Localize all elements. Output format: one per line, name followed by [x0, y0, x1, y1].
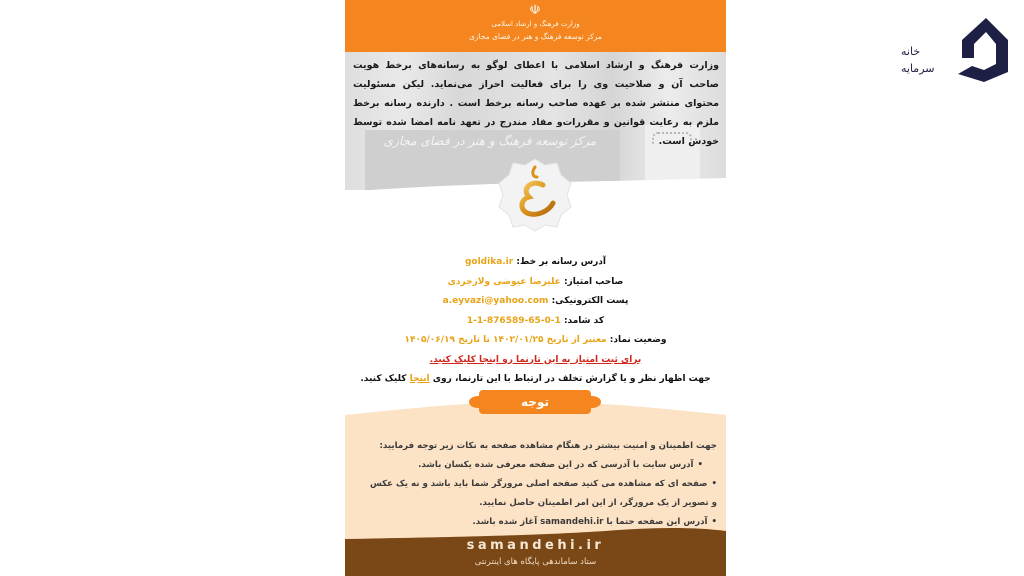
notice-content [355, 437, 717, 532]
brand-name-line1: خانه [901, 45, 921, 58]
notice-item-text: و تصویر از یک مرورگر، از این امر اطمینان حاصل نمایید. [479, 498, 717, 508]
photo-banner-text: مرکز توسعه فرهنگ و هنر در فضای مجازی [383, 134, 597, 148]
status-label: وضعیت نماد: [609, 335, 667, 345]
address-label: آدرس رسانه بر خط: [516, 257, 607, 267]
info-code [345, 312, 726, 332]
certificate-info [345, 253, 726, 390]
email-label: پست الکترونیکی: [551, 296, 629, 306]
bullet-icon: • [711, 479, 717, 489]
footer-domain-link[interactable]: samandehi.ir [466, 538, 605, 553]
notice-item [355, 475, 717, 494]
address-value[interactable]: goldika.ir [464, 257, 514, 267]
samandehi-certificate [345, 0, 726, 576]
code-value: 1-0-65-876589-1-1 [466, 315, 561, 326]
iran-emblem-icon: ☫ [529, 3, 541, 18]
owner-value: علیرضا عیوضی ولازجردی [447, 276, 561, 287]
bullet-icon: • [697, 460, 703, 470]
notice-item-text: آدرس سایت با آدرسی که در این صفحه معرفی شده یکسان باشد. [418, 460, 694, 470]
footer-subtitle: ستاد ساماندهی پایگاه های اینترنتی [474, 557, 597, 567]
report-suffix: کلیک کنید. [360, 374, 407, 384]
intro-paragraph: وزارت فرهنگ و ارشاد اسلامی با اعطای لوگو به رسانه‌های برخط هویت صاحب آن و صلاحیت وی را برای فعالیت احراز می‌نماید. لیکن مسئولیت محتوای منتشر شده بر عهده صاحب رسانه برخط است . دارنده رسانه برخط ملزم به رعایت قوانین و مقررات‌و مفاد مندرج در تعهد نامه امضا شده توسط خودش است. [353, 60, 719, 147]
ministry-name: وزارت فرهنگ و ارشاد اسلامی [491, 20, 580, 28]
report-prefix: جهت اظهار نظر و یا گزارش تخلف در ارتباط با این تارنما، روی [432, 374, 711, 384]
samandehi-seal-icon [495, 155, 575, 235]
notice-title: توجه [479, 390, 591, 414]
report-link[interactable]: اینجا [409, 374, 430, 384]
info-status [345, 331, 726, 351]
center-name: مرکز توسعه فرهنگ و هنر در فضای مجازی [469, 32, 602, 41]
info-owner [345, 273, 726, 293]
info-email [345, 292, 726, 312]
info-address [345, 253, 726, 273]
info-register [345, 351, 726, 371]
notice-item-text: صفحه ای که مشاهده می کنید صفحه اصلی مرورگر شما باید باشد و نه یک عکس [369, 479, 708, 489]
notice-item-continuation [355, 494, 717, 513]
notice-intro: جهت اطمینان و امنیت بیشتر در هنگام مشاهده صفحه به نکات زیر توجه فرمایید: [379, 441, 717, 451]
register-link[interactable]: برای ثبت امتیاز به این تارنما رو اینجا کلیک کنید. [429, 354, 642, 365]
code-label: کد شامد: [563, 315, 605, 326]
status-value: معتبر از تاریخ ۱۴۰۲/۰۱/۲۵ تا تاریخ ۱۴۰۵/۰۶/۱۹ [404, 335, 607, 345]
notice-item-text: آدرس این صفحه حتما با samandehi.ir آغاز شده باشد. [472, 517, 708, 527]
bullet-icon: • [711, 517, 717, 527]
notice-item [355, 456, 717, 475]
brand-name-line2: سرمایه [901, 62, 935, 75]
owner-label: صاحب امتیاز: [563, 276, 624, 287]
email-value[interactable]: a.eyvazi@yahoo.com [442, 296, 549, 306]
